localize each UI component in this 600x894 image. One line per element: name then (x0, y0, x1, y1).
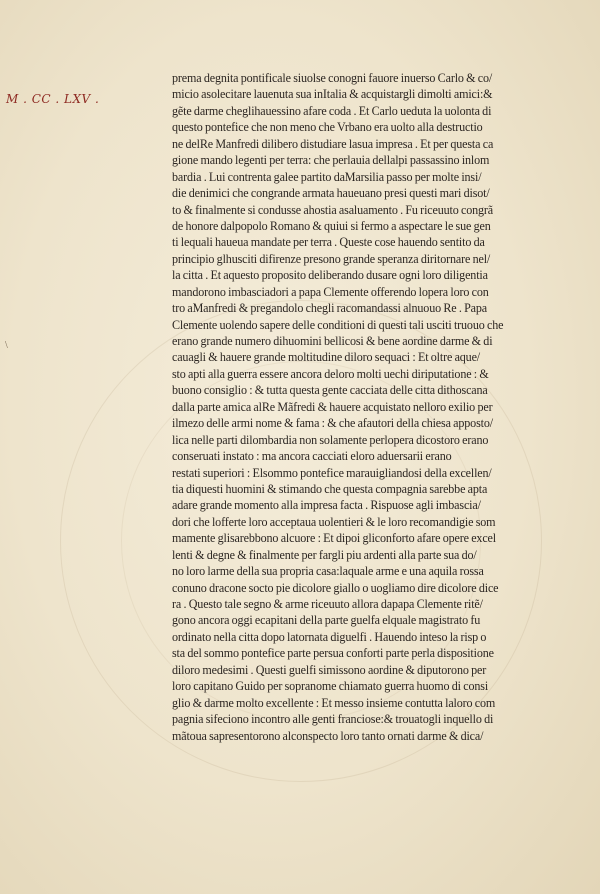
text-line: questo pontefice che non meno che Vrbano era uolto alla destructio (172, 120, 483, 135)
text-line: lica nelle parti dilombardia non solamente perlopera dicostoro erano (172, 432, 489, 447)
text-line: ra . Questo tale segno & arme riceuuto allora dapapa Clemente ritẽ/ (172, 597, 483, 611)
text-line: la citta . Et aquesto proposito deliberando dusare ogni loro diligentia (172, 268, 488, 283)
text-line: no loro larme della sua propria casa:laquale arme e una aquila rossa (172, 564, 484, 579)
text-line: gione mando legenti per terra: che perlauia dellalpi passassino inlom (172, 153, 490, 168)
text-line: tia diquesti huomini & stimando che questa compagnia sarebbe apta (172, 481, 488, 496)
text-line: bardia . Lui contrenta galee partito daMarsilia passo per molte insi/ (172, 169, 482, 184)
text-line: sto apti alla guerra essere ancora deloro molti uechi diriputatione : & (172, 366, 489, 381)
text-line: cauagli & hauere grande moltitudine diloro sequaci : Et oltre aque/ (172, 350, 481, 365)
text-block (172, 70, 592, 744)
text-line: lenti & degne & finalmente per fargli piu ardenti alla parte sua do/ (172, 547, 477, 562)
text-line: buono consiglio : & tutta questa gente cacciata delle citta dithoscana (172, 383, 488, 398)
text-line: mãtoua sapresentorono alconspecto loro tanto ornati darme & dica/ (172, 728, 484, 743)
margin-mark: \ (5, 340, 8, 351)
text-line: tro aManfredi & pregandolo chegli racomandassi alnuouo Re . Papa (172, 301, 488, 316)
text-line: Clemente uolendo sapere delle conditioni di questi tali usciti truouo che (172, 317, 504, 332)
text-line: mamente glisarebbono alcuore : Et dipoi gliconforto afare opere excel (172, 531, 496, 546)
text-line: conuno dracone socto pie dicolore giallo o uogliamo dire dicolore dice (172, 580, 499, 595)
text-line: diloro medesimi . Questi guelfi simissono aordine & diputorono per (172, 662, 487, 677)
text-line: micio asolecitare lauenuta sua inItalia & acquistargli dimolti amici:& (172, 87, 493, 102)
text-line: ne delRe Manfredi dilibero distudiare lasua impresa . Et per questa ca (172, 136, 494, 151)
margin-note-year: M . CC . LXV . (6, 92, 100, 106)
text-line: prema degnita pontificale siuolse conogni fauore inuerso Carlo & co/ (172, 71, 493, 85)
text-line: dori che lofferte loro acceptaua uolentieri & le loro recomandigie som (172, 514, 496, 529)
text-line: mandorono imbasciadori a papa Clemente offerendo lopera loro con (172, 284, 489, 299)
text-line: loro capitano Guido per sopranome chiamato guerra huomo di consi (172, 679, 489, 694)
text-line: sta del sommo pontefice parte persua conforti parte perla dispositione (172, 646, 494, 661)
text-line: de honore dalpopolo Romano & quiui si fermo a aspectare le sue gen (172, 218, 491, 233)
text-line: gono ancora oggi ecapitani della parte guelfa elquale magistrato fu (172, 613, 481, 628)
text-line: die denimici che congrande armata haueuano presi questi mari disot/ (172, 186, 490, 201)
text-line: principio glhusciti difirenze presono grande speranza diritornare nel/ (172, 251, 491, 266)
text-line: erano grande numero dihuomini bellicosi & bene aordine darme & di (172, 334, 493, 348)
text-line: dalla parte amica alRe Mãfredi & hauere acquistato nelloro exilio per (172, 399, 493, 414)
text-line: adare grande momento alla impresa facta . Rispuose agli imbasciа/ (172, 498, 481, 513)
text-line: conseruati instato : ma ancora cacciati eloro aduersarii erano (172, 449, 452, 464)
text-line: restati superiori : Elsommo pontefice marauigliandosi della excellen/ (172, 465, 492, 480)
text-line: to & finalmente si condusse ahostia asaluamento . Fu riceuuto congrã (172, 202, 493, 217)
text-line: glio & darme molto excellente : Et messo insieme contutta laloro com (172, 695, 496, 710)
text-line: gẽte darme cheglihauessino afare coda . Et Carlo ueduta la uolonta di (172, 103, 492, 118)
text-line: ordinato nella citta dopo latornata diguelfi . Hauendo inteso la risp o (172, 629, 487, 644)
text-line: ilmezo delle armi nome & fama : & che afautori della chiesa apposto/ (172, 416, 493, 431)
text-line: pagnia sifeciono incontro alle genti franciose:& trouatogli inquello di (172, 712, 494, 727)
text-line: ti lequali haueua mandate per terra . Queste cose hauendo sentito da (172, 235, 485, 250)
